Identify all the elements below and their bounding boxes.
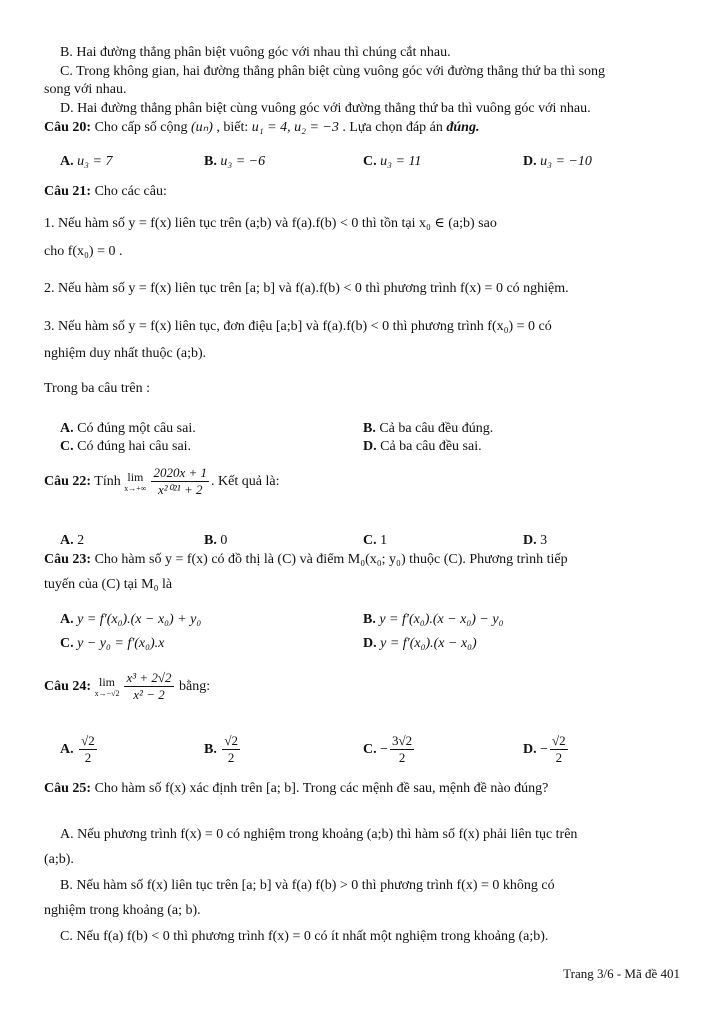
q20-option-b[interactable]: B. u₃ = −6 <box>204 154 266 169</box>
q23-option-d[interactable]: D. y = f′(x₀).(x − x₀) <box>363 636 477 651</box>
q19-option-c-line1: C. Trong không gian, hai đường thẳng phân biệt cùng vuông góc với đường thẳng thứ ba thì song <box>60 64 606 79</box>
q23-option-c[interactable]: C. y − y₀ = f′(x₀).x <box>60 636 165 651</box>
q25-option-b-line1[interactable]: B. Nếu hàm số f(x) liên tục trên [a; b] và f(a) f(b) > 0 thì phương trình f(x) = 0 không có <box>60 878 555 893</box>
q20-option-d[interactable]: D. u₃ = −10 <box>523 154 592 169</box>
q20-option-a[interactable]: A. u₃ = 7 <box>60 154 113 169</box>
q19-option-b: B. Hai đường thẳng phân biệt vuông góc với nhau thì chúng cắt nhau. <box>60 45 451 60</box>
q25-label: Câu 25: <box>44 781 92 796</box>
q22-stem: Câu 22: Tính lim x→+∞ $\frac{2020x + 1}{\text{x²⁰²¹ + 2}}$ . Kết quả là: <box>44 465 280 498</box>
q23-stem-line2: tuyến của (C) tại M₀ là <box>44 577 173 592</box>
q23-option-a[interactable]: A. y = f′(x₀).(x − x₀) + y₀ <box>60 612 202 627</box>
q23-label: Câu 23: <box>44 552 92 567</box>
q22-option-d[interactable]: D. 3 <box>523 533 548 548</box>
q21-stem: Câu 21: Cho các câu: <box>44 184 167 199</box>
q25-stem: Câu 25: Cho hàm số f(x) xác định trên [a; b]. Trong các mệnh đề sau, mệnh đề nào đúng? <box>44 781 549 796</box>
q24-label: Câu 24: <box>44 679 92 694</box>
q25-option-a-line1[interactable]: A. Nếu phương trình f(x) = 0 có nghiệm trong khoảng (a;b) thì hàm số f(x) phải liên tục trên <box>60 827 578 842</box>
q24-option-d[interactable]: D. − $\frac{√2}{2}$ <box>523 733 566 766</box>
q21-option-b[interactable]: B. Cả ba câu đều đúng. <box>363 421 494 436</box>
q20-sequence: (uₙ) <box>191 120 213 135</box>
q21-statement-1-line1: 1. Nếu hàm số y = f(x) liên tục trên (a;b) và f(a).f(b) < 0 thì tồn tại x₀ ∈ (a;b) sao <box>44 216 497 231</box>
q25-option-c[interactable]: C. Nếu f(a) f(b) < 0 thì phương trình f(x) = 0 có ít nhất một nghiệm trong khoảng (a;b). <box>60 929 549 944</box>
q19-option-d: D. Hai đường thẳng phân biệt cùng vuông góc với đường thẳng thứ ba thì vuông góc với nhau. <box>60 101 591 116</box>
q24-fraction: $\frac{\text{x³ + 2√2}}{\text{x² − 2}}$ <box>126 670 172 703</box>
q20-emphasis: đúng. <box>446 120 480 135</box>
q22-option-b[interactable]: B. 0 <box>204 533 228 548</box>
q21-statement-3-line1: 3. Nếu hàm số y = f(x) liên tục, đơn điệu [a;b] và f(a).f(b) < 0 thì phương trình f(x₀) = 0 có <box>44 319 552 334</box>
q21-label: Câu 21: <box>44 184 92 199</box>
q21-statement-3-line2: nghiệm duy nhất thuộc (a;b). <box>44 346 207 361</box>
q24-option-c[interactable]: C. − $\frac{3√2}{2}$ <box>363 733 413 766</box>
q22-option-a[interactable]: A. 2 <box>60 533 85 548</box>
q24-stem: Câu 24: lim x→−√2 $\frac{\text{x³ + 2√2}}{\text{x² − 2}}$ bằng: <box>44 670 211 703</box>
q24-limit: lim x→−√2 <box>94 675 120 699</box>
q21-statement-1-line2: cho f(x₀) = 0 . <box>44 244 123 259</box>
q22-label: Câu 22: <box>44 474 92 489</box>
q21-statement-2: 2. Nếu hàm số y = f(x) liên tục trên [a; b] và f(a).f(b) < 0 thì phương trình f(x) = 0 có nghiệm. <box>44 281 569 296</box>
q25-option-a-line2: (a;b). <box>44 852 74 867</box>
q25-option-b-line2: nghiệm trong khoảng (a; b). <box>44 903 201 918</box>
q22-limit: lim x→+∞ <box>124 470 147 494</box>
q20-option-c[interactable]: C. u₃ = 11 <box>363 154 422 169</box>
page-footer: Trang 3/6 - Mã đề 401 <box>563 966 680 981</box>
q20-given: u₁ = 4, u₂ = −3 <box>251 120 339 135</box>
q24-option-a[interactable]: A. $\frac{√2}{2}$ <box>60 733 95 766</box>
q21-prompt: Trong ba câu trên : <box>44 381 151 396</box>
q23-option-b[interactable]: B. y = f′(x₀).(x − x₀) − y₀ <box>363 612 504 627</box>
q19-option-c-line2: song với nhau. <box>44 82 127 97</box>
q23-stem-line1: Câu 23: Cho hàm số y = f(x) có đồ thị là (C) và điểm M₀(x₀; y₀) thuộc (C). Phương trình tiếp <box>44 552 568 567</box>
q21-option-c[interactable]: C. Có đúng hai câu sai. <box>60 439 192 454</box>
q20-label: Câu 20: <box>44 120 92 135</box>
q21-option-d[interactable]: D. Cả ba câu đều sai. <box>363 439 482 454</box>
q20-stem: Câu 20: Cho cấp số cộng (uₙ) , biết: u₁ = 4, u₂ = −3 . Lựa chọn đáp án đúng. <box>44 120 480 135</box>
q22-fraction: $\frac{2020x + 1}{\text{x²⁰²¹ + 2}}$ <box>153 465 208 498</box>
q22-option-c[interactable]: C. 1 <box>363 533 388 548</box>
q24-option-b[interactable]: B. $\frac{√2}{2}$ <box>204 733 238 766</box>
q21-option-a[interactable]: A. Có đúng một câu sai. <box>60 421 196 436</box>
